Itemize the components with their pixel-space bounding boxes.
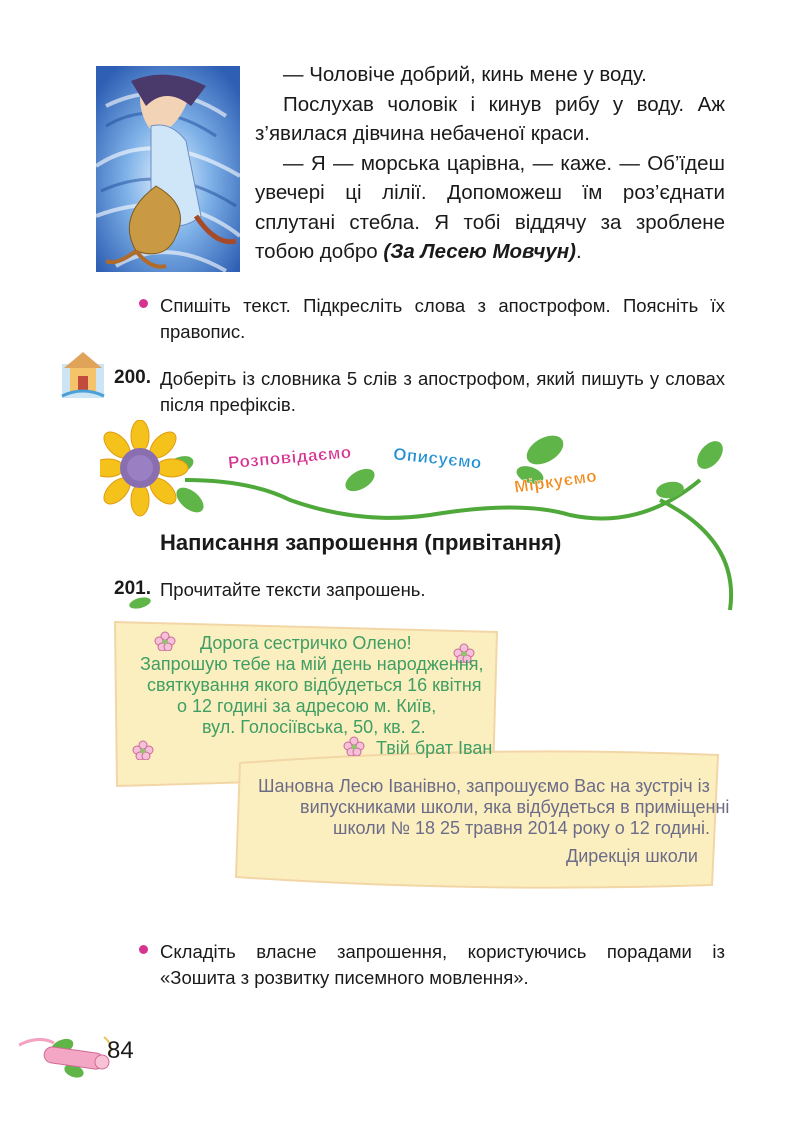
- task-bullet-2: Складіть власне запрошення, користуючись порадами із «Зошита з розвитку писемного мовлення».: [160, 941, 725, 988]
- invite-2-signature: Дирекція школи: [566, 846, 698, 866]
- invite-1-line-3: о 12 годині за адресою м. Київ,: [177, 696, 437, 716]
- story-text: [255, 60, 725, 267]
- exercise-200-number: 200.: [114, 367, 151, 388]
- story-end: .: [575, 240, 582, 263]
- invite-1-line-2: святкування якого відбудеться 16 квітня: [147, 675, 482, 695]
- story-line-1: — Чоловіче добрий, кинь мене у воду.: [283, 63, 647, 86]
- exercise-201-number: 201.: [114, 578, 151, 599]
- exercise-200-text: Доберіть із словника 5 слів з апострофом, який пишуть у словах після префіксів.: [160, 368, 725, 415]
- small-leaf-icon: [128, 596, 152, 610]
- invite-2-line-1: Шановна Лесю Іванівно, запрошуємо Вас на зустріч із: [258, 776, 710, 796]
- flower-icon: [154, 631, 176, 651]
- section-title: Написання запрошення (привітання): [160, 530, 562, 555]
- exercise-201-text: Прочитайте тексти запрошень.: [160, 579, 426, 600]
- invite-2-line-3: школи № 18 25 травня 2014 року о 12 годині.: [333, 818, 711, 838]
- story-source: (За Лесею Мовчун): [383, 240, 576, 263]
- task-bullet-1: Спишіть текст. Підкресліть слова з апострофом. Поясніть їх правопис.: [160, 295, 725, 342]
- flower-icon: [343, 736, 365, 756]
- bullet-marker: [139, 299, 148, 308]
- banner-word-describe: Описуємо: [392, 444, 483, 473]
- story-line-3-text: — Я — морська царівна, — каже. — Об’їдеш увечері ці лілії. Допоможеш їм роз’єднати сплутані стебла. Я тобі віддячу за зроблене тобою добро: [255, 151, 725, 263]
- invite-1-signature: Твій брат Іван: [376, 738, 493, 758]
- invite-1-greeting: Дорога сестричко Олено!: [200, 633, 412, 653]
- flower-icon: [132, 740, 154, 760]
- invite-1-line-1: Запрошую тебе на мій день народження,: [140, 654, 484, 674]
- dictionary-house-icon: [60, 350, 106, 400]
- scroll-decoration: [14, 1025, 119, 1080]
- mermaid-illustration: [96, 66, 240, 272]
- bullet-marker: [139, 945, 148, 954]
- invite-2-line-2: випускниками школи, яка відбудеться в приміщенні: [300, 797, 730, 817]
- page-number: 84: [107, 1037, 134, 1064]
- banner-word-reason: Міркуємо: [513, 466, 599, 497]
- invite-1-line-4: вул. Голосіївська, 50, кв. 2.: [202, 717, 426, 737]
- story-line-3: [255, 149, 725, 267]
- banner-word-narrate: Розповідаємо: [227, 442, 353, 473]
- story-line-2: Послухав чоловік і кинув рибу у воду. Аж з’явилася дівчина небаченої краси.: [255, 92, 725, 145]
